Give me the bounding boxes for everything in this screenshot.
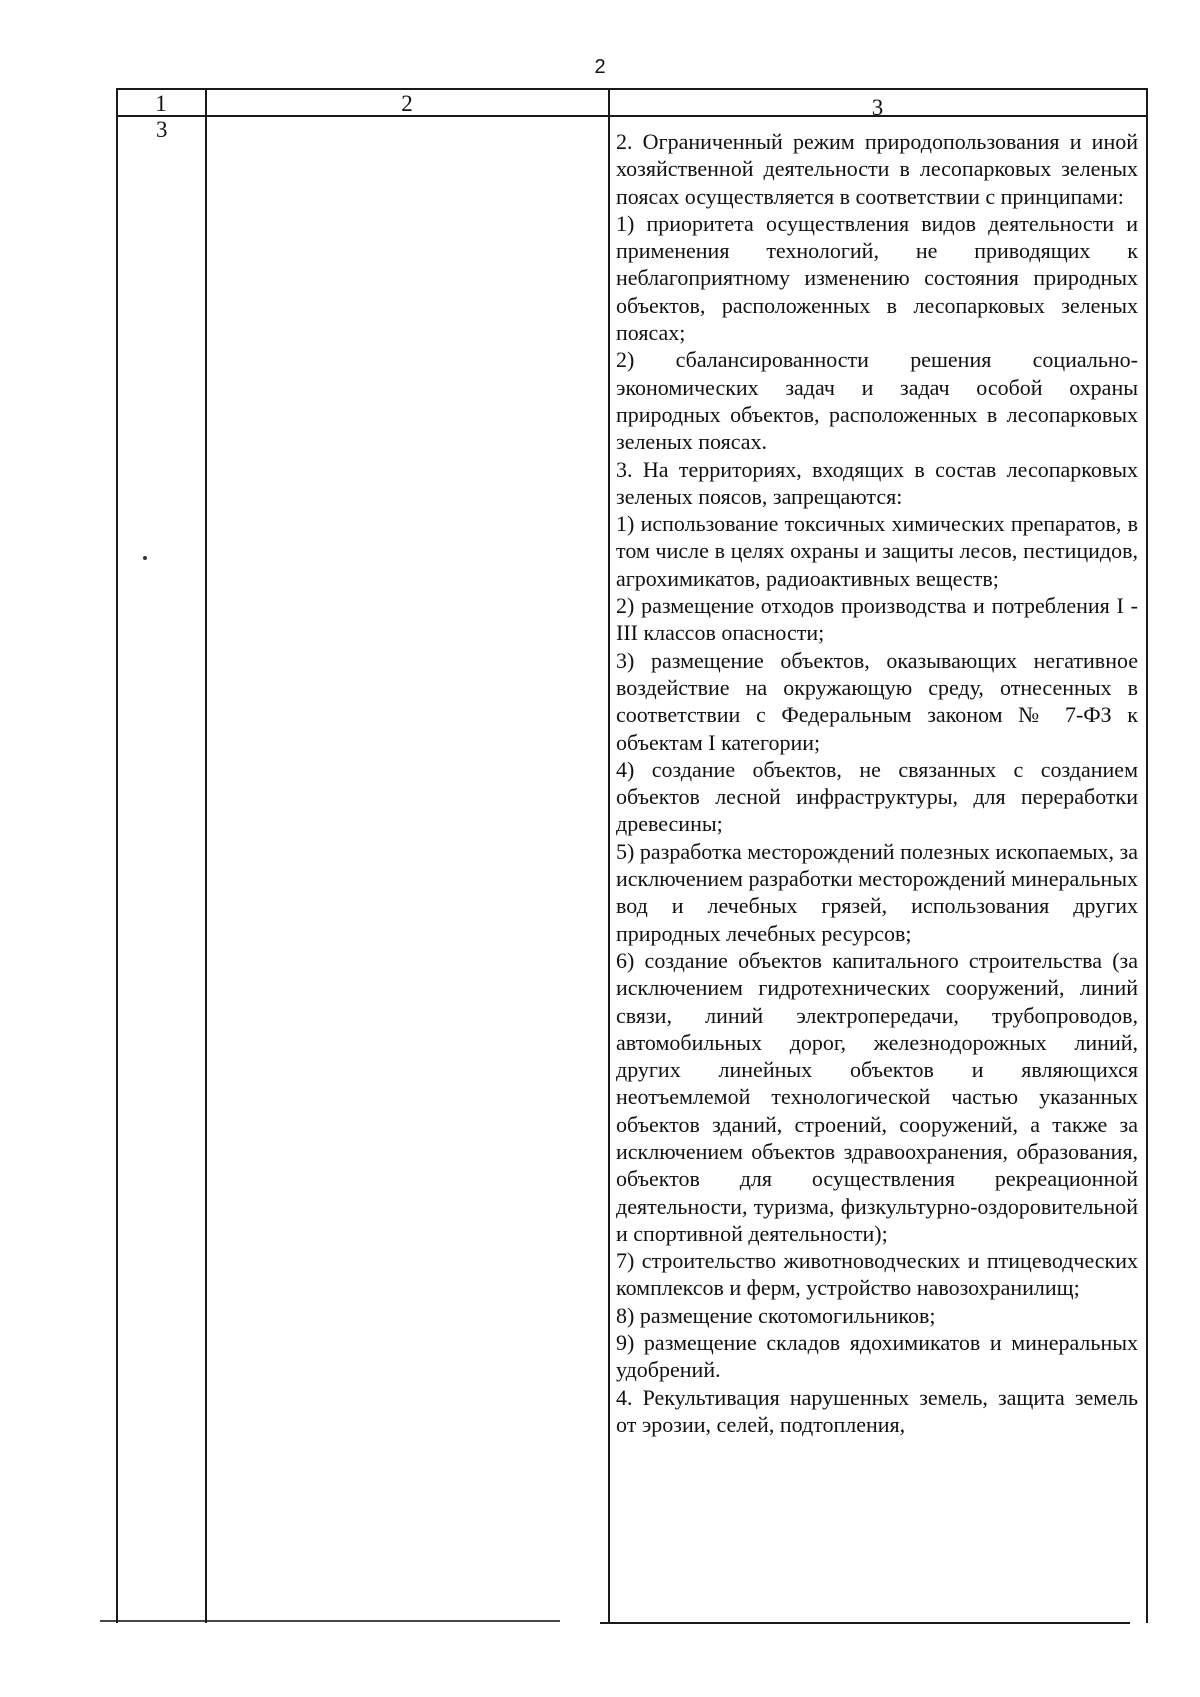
paragraph: 5) разработка месторождений полезных ископаемых, за исключением разработки месторождений минеральных вод и лечебных грязей, использования других природных лечебных ресурсов; — [616, 838, 1138, 946]
paragraph: 2) сбалансированности решения социально-экономических задач и задач особой охраны природных объектов, расположенных в лесопарковых зеленых поясах. — [616, 347, 1138, 455]
paragraph: 2) размещение отходов производства и потребления I - III классов опасности; — [616, 593, 1138, 646]
table-top-border — [116, 88, 1148, 90]
paragraph: 4) создание объектов, не связанных с созданием объектов лесной инфраструктуры, для переработки древесины; — [616, 756, 1138, 837]
paragraph: 3. На территориях, входящих в состав лесопарковых зеленых поясов, запрещаются: — [616, 456, 1138, 509]
paragraph: 6) создание объектов капитального строительства (за исключением гидротехнических сооружений, линий связи, линий электропередачи, трубопроводов, автомобильных дорог, железнодорожных линий, других линейных объектов и являющихся неотъемлемой технологической частью указанных объектов зданий, строений, сооружений, а также за исключением объектов здравоохранения, образования, объектов для осуществления рекреационной деятельности, туризма, физкультурно-оздоровительной и спортивной деятельности); — [616, 947, 1138, 1246]
column-divider-1 — [205, 88, 207, 1623]
table-bottom-border-left — [100, 1620, 560, 1622]
table-left-border — [116, 88, 118, 1623]
page-number: 2 — [594, 56, 606, 78]
paragraph: 9) размещение складов ядохимикатов и минеральных удобрений. — [616, 1330, 1138, 1383]
paragraph: 7) строительство животноводческих и птицеводческих комплексов и ферм, устройство навозохранилищ; — [616, 1248, 1138, 1301]
table-bottom-border-right — [600, 1622, 1130, 1624]
paragraph: 4. Рекультивация нарушенных земель, защита земель от эрозии, селей, подтопления, — [616, 1384, 1138, 1437]
header-col-1: 1 — [155, 91, 167, 116]
table-right-border — [1146, 88, 1148, 1623]
row-column-3-text — [616, 128, 1138, 1438]
column-divider-2 — [608, 88, 610, 1623]
header-col-2: 2 — [401, 91, 413, 116]
row-number: 3 — [156, 117, 168, 142]
header-col-3: 3 — [871, 95, 884, 120]
paragraph: 1) использование токсичных химических препаратов, в том числе в целях охраны и защиты лесов, пестицидов, агрохимикатов, радиоактивных веществ; — [616, 511, 1138, 591]
paragraph: 1) приоритета осуществления видов деятельности и применения технологий, не приводящих к неблагоприятному изменению состояния природных объектов, расположенных в лесопарковых зеленых поясах; — [616, 210, 1138, 346]
paragraph: 3) размещение объектов, оказывающих негативное воздействие на окружающую среду, отнесенных в соответствии с Федеральным законом № 7-ФЗ к объектам I категории; — [616, 647, 1138, 755]
paragraph: 2. Ограниченный режим природопользования и иной хозяйственной деятельности в лесопарковых зеленых поясах осуществляется в соответствии с принципами: — [616, 129, 1138, 209]
paragraph: 8) размещение скотомогильников; — [616, 1302, 936, 1328]
stray-mark — [143, 556, 147, 560]
